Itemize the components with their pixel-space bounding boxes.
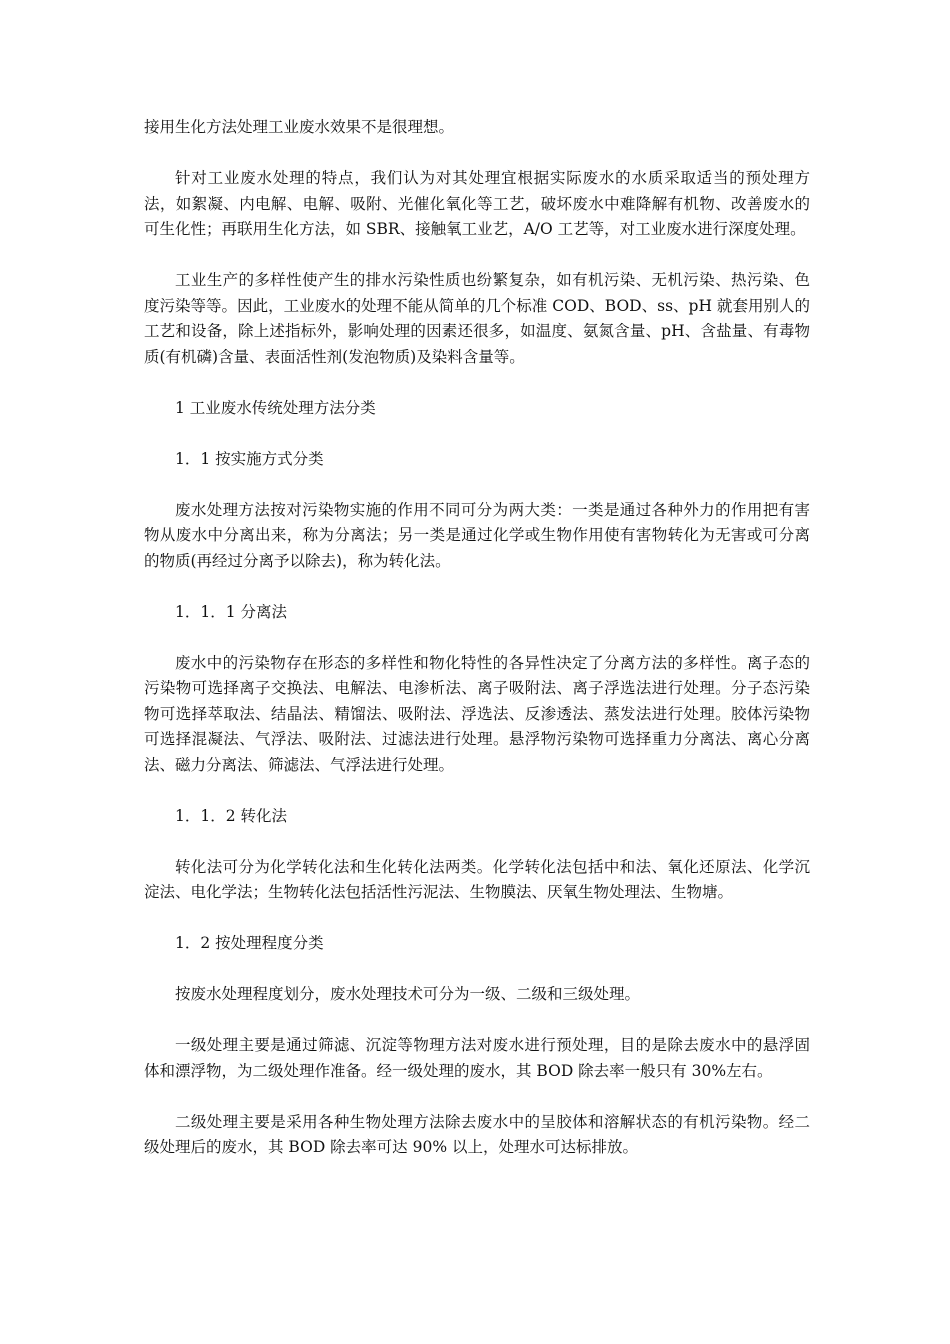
paragraph: 转化法可分为化学转化法和生化转化法两类。化学转化法包括中和法、氧化还原法、化学沉淀法、电化学法；生物转化法包括活性污泥法、生物膜法、厌氧生物处理法、生物塘。 bbox=[144, 857, 810, 901]
paragraph: 针对工业废水处理的特点，我们认为对其处理宜根据实际废水的水质采取适当的预处理方法，如絮凝、内电解、电解、吸附、光催化氧化等工艺，破坏废水中难降解有机物、改善废水的可生化性；再联用生化方法，如 SBR、接触氧工业艺，A/O 工艺等，对工业废水进行深度处理。 bbox=[144, 169, 810, 238]
paragraph: 按废水处理程度划分，废水处理技术可分为一级、二级和三级处理。 bbox=[175, 985, 641, 1003]
paragraph: 一级处理主要是通过筛滤、沉淀等物理方法对废水进行预处理，目的是除去废水中的悬浮固体和漂浮物，为二级处理作准备。经一级处理的废水，其 BOD 除去率一般只有 30%左右。 bbox=[144, 1036, 810, 1080]
paragraph: 二级处理主要是采用各种生物处理方法除去废水中的呈胶体和溶解状态的有机污染物。经二级处理后的废水，其 BOD 除去率可达 90% 以上，处理水可达标排放。 bbox=[144, 1112, 810, 1156]
subsection-heading: 1．1 按实施方式分类 bbox=[175, 449, 324, 468]
subsubsection-heading: 1．1．1 分离法 bbox=[175, 602, 288, 621]
paragraph: 废水处理方法按对污染物实施的作用不同可分为两大类：一类是通过各种外力的作用把有害物从废水中分离出来，称为分离法；另一类是通过化学或生物作用使有害物转化为无害或可分离的物质(再经过分离予以除去)，称为转化法。 bbox=[144, 500, 810, 570]
paragraph: 工业生产的多样性使产生的排水污染性质也纷繁复杂，如有机污染、无机污染、热污染、色度污染等等。因此，工业废水的处理不能从简单的几个标准 COD、BOD、ss、pH 就套用别人的工艺和设备，除上述指标外，影响处理的因素还很多，如温度、氨氮含量、pH、含盐量、有毒物质(有机磷)含量、表面活性剂(发泡物质)及染料含量等。 bbox=[144, 271, 810, 366]
paragraph: 废水中的污染物存在形态的多样性和物化特性的各异性决定了分离方法的多样性。离子态的污染物可选择离子交换法、电解法、电渗析法、离子吸附法、离子浮选法进行处理。分子态污染物可选择萃取法、结晶法、精馏法、吸附法、浮选法、反渗透法、蒸发法进行处理。胶体污染物可选择混凝法、气浮法、吸附法、过滤法进行处理。悬浮物污染物可选择重力分离法、离心分离法、磁力分离法、筛滤法、气浮法进行处理。 bbox=[144, 653, 810, 774]
section-heading: 1 工业废水传统处理方法分类 bbox=[175, 398, 376, 417]
document-body bbox=[144, 115, 810, 1186]
subsection-heading: 1．2 按处理程度分类 bbox=[175, 934, 324, 952]
paragraph: 接用生化方法处理工业废水效果不是很理想。 bbox=[144, 118, 455, 136]
subsubsection-heading: 1．1．2 转化法 bbox=[175, 806, 288, 825]
